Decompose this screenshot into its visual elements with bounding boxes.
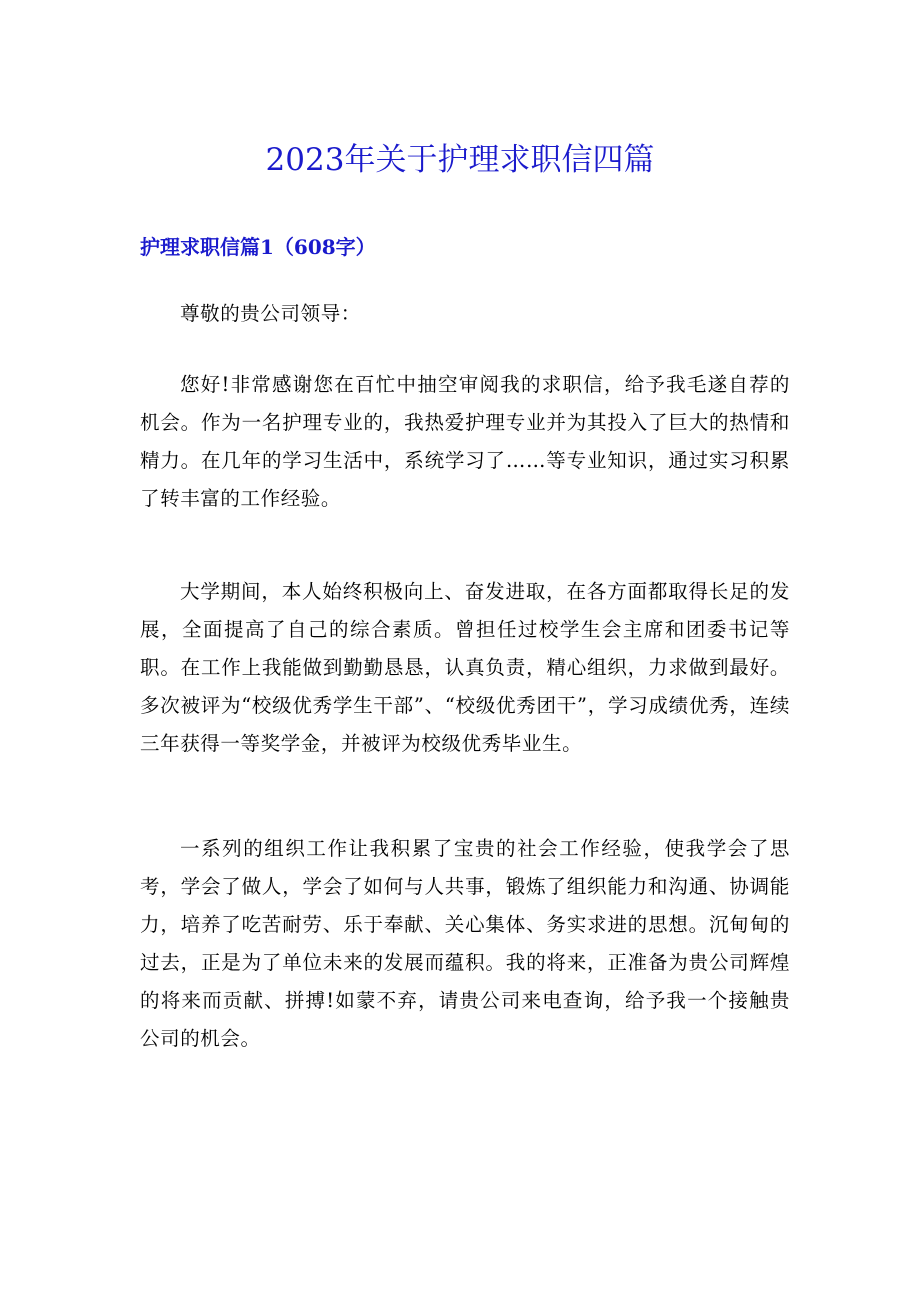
document-title: 2023年关于护理求职信四篇 <box>265 142 655 178</box>
salutation: 尊敬的贵公司领导： <box>180 302 361 325</box>
section-heading: 护理求职信篇1（608字） <box>140 235 376 259</box>
paragraph-2: 大学期间，本人始终积极向上、奋发进取，在各方面都取得长足的发展，全面提高了自己的综合素质。曾担任过校学生会主席和团委书记等职。在工作上我能做到勤勤恳恳，认真负责，精心组织，力求做到最好。多次被评为“校级优秀学生干部”、“校级优秀团干”，学习成绩优秀，连续三年获得一等奖学金，并被评为校级优秀毕业生。 <box>140 580 790 755</box>
paragraph-1: 您好!非常感谢您在百忙中抽空审阅我的求职信，给予我毛遂自荐的机会。作为一名护理专业的，我热爱护理专业并为其投入了巨大的热情和精力。在几年的学习生活中，系统学习了……等专业知识，通过实习积累了转丰富的工作经验。 <box>140 373 790 510</box>
paragraph-3: 一系列的组织工作让我积累了宝贵的社会工作经验，使我学会了思考，学会了做人，学会了如何与人共事，锻炼了组织能力和沟通、协调能力，培养了吃苦耐劳、乐于奉献、关心集体、务实求进的思想。沉甸甸的过去，正是为了单位未来的发展而蕴积。我的将来，正准备为贵公司辉煌的将来而贡献、拼搏!如蒙不弃，请贵公司来电查询，给予我一个接触贵公司的机会。 <box>140 837 790 1050</box>
